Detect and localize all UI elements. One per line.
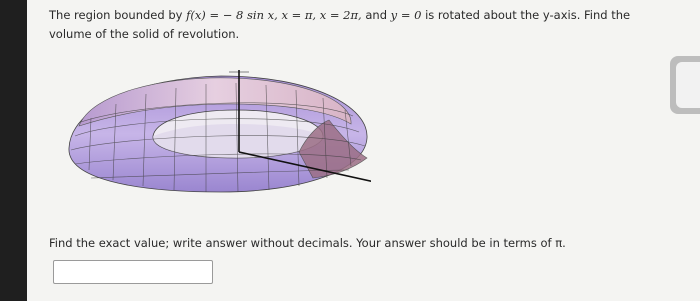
side-panel-tab-inner <box>676 62 700 108</box>
solid-of-revolution-figure <box>61 66 371 196</box>
y-condition: y = 0 <box>390 8 422 22</box>
question-text <box>49 6 659 44</box>
question-suffix: is rotated about the y-axis. Find the volume of the solid of revolution. <box>49 8 631 41</box>
question-page <box>27 0 700 301</box>
question-middle: and <box>361 8 391 22</box>
question-prefix: The region bounded by <box>49 8 187 22</box>
answer-input[interactable] <box>53 260 213 284</box>
instructions-text: Find the exact value; write answer without decimals. Your answer should be in terms of π. <box>49 236 566 250</box>
function-expression: f(x) = − 8 sin x, x = π, x = 2π, <box>186 8 362 22</box>
